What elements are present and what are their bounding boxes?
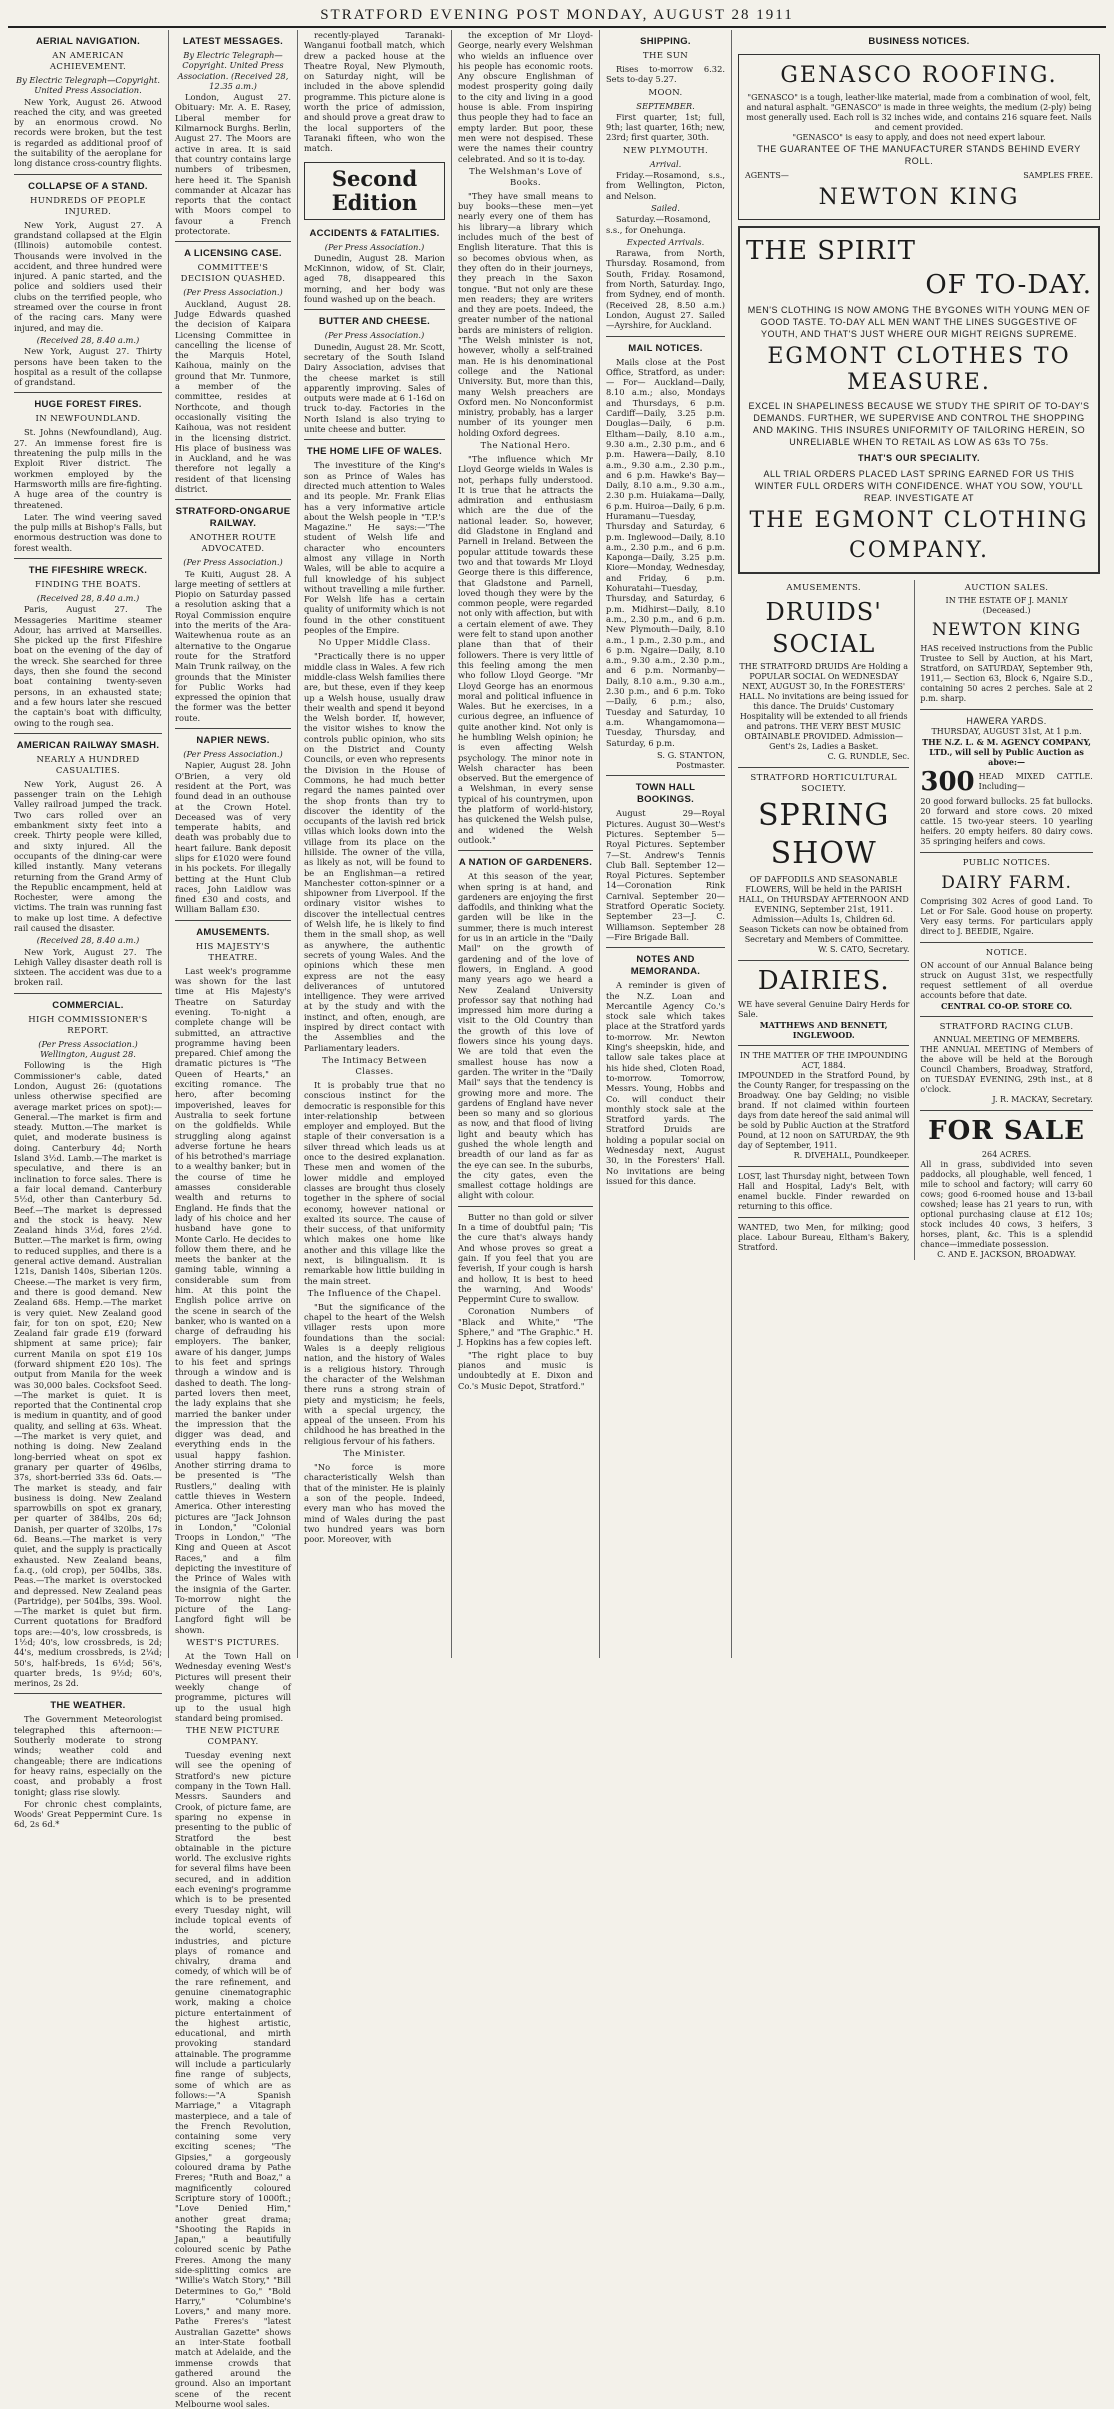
divider bbox=[920, 1016, 1092, 1017]
minister-subheading: The Minister. bbox=[343, 1449, 406, 1460]
column-5 bbox=[600, 30, 732, 1658]
column-2 bbox=[169, 30, 298, 2409]
column-6-ads bbox=[732, 30, 1106, 1658]
mail-heading: MAIL NOTICES. bbox=[628, 342, 703, 354]
aviation-subheading: AN AMERICAN ACHIEVEMENT. bbox=[49, 51, 127, 72]
stand-heading: COLLAPSE OF A STAND. bbox=[28, 180, 148, 192]
notice-heading: NOTICE. bbox=[985, 948, 1028, 958]
divider bbox=[175, 920, 291, 921]
divider bbox=[606, 947, 725, 948]
forest-heading: HUGE FOREST FIRES. bbox=[34, 399, 142, 411]
pound-heading: IN THE MATTER OF THE IMPOUNDING ACT, 1884. bbox=[739, 1051, 908, 1070]
gardeners-heading: A NATION OF GARDENERS. bbox=[458, 857, 593, 869]
moon-body: First quarter, 1st; full, 9th; last quarter, 16th; new, 23rd; first quarter, 30th. bbox=[606, 111, 725, 143]
napier-heading: NAPIER NEWS. bbox=[196, 735, 270, 747]
racing-body: THE ANNUAL MEETING of Members of the above will be held at the Borough Council Chambers, Broadway, Stratford, on TUESDAY EVENING, 29th inst., at 8 o'clock. bbox=[920, 1045, 1093, 1094]
cattle-row bbox=[920, 767, 1092, 797]
railway-time: (Received 28, 8.40 a.m.) bbox=[36, 935, 140, 946]
divider bbox=[458, 1206, 593, 1207]
hero-body: "The influence which Mr Lloyd George wields in Wales is not, perhaps fully understood. It is true that he attracts the admiration and enthusiasm which are the due of the national leader. So, however, did Gladstone in England and Parnell in Ireland. Between the popular attitude towards these two and that towards Mr Lloyd George there is this difference, that Gladstone and Parnell, loved though they were by the common people, were regarded not only with affection, but with a certain element of awe. They were felt to stand upon another plane than that of their followers. There is very little of this feeling among the men who follow Lloyd George. "Mr Lloyd George has an enormous moral and political influence in Wales. But he exercises, in a curious degree, an influence of quite another kind. Not only is he humbling Welsh opinion; he is even affecting Welsh psychology. The minor note in Welsh character has been observed. But the emergence of a Welshman, in every sense typical of his countrymen, upon the platform of world-history, has quickened the Welsh pulse, and widened the Welsh outlook." bbox=[458, 453, 593, 845]
commercial-body: Following is the High Commissioner's cable, dated London, August 26: (quotations unless otherwise specified are average market prices on spot):— General.—The market is firm and steady. Mutton.—The market is quiet, and moderate business is doing. Canterbury 4d; North Island 3½d. Lamb.—The market is speculative, and there is an inclination to force sales. There is a fair local demand. Canterbury 5½d, other than Canterbury 5d. Beef.—The market is depressed and the stock is heavy. New Zealand hinds 3½d, fores 2½d. Butter.—The market is firm, owing to reduced supplies, and there is a general active demand. Australian 121s, Danish 140s, Siberian 120s. Cheese.—The market is very firm, and there is good demand. New Zealand 68s. Hemp.—The market is very quiet. New Zealand good fair, for ton on spot, £20; New Zealand fair grade £19 (forward shipment at same price); fair current Manila on spot £19 10s (forward shipment £20 10s). The output from Manila for the week was 30,000 bales. Cocksfoot Seed.—The market is quiet. It is reported that the Continental crop is medium in quantity, and of good quality, and selling at 63s. Wheat.—The market is very quiet, and nothing is doing. New Zealand long-berried wheat on spot ex granary per quarter of 496lbs, 37s, short-berried 33s 6d. Oats.—The market is steady, and fair business is doing. New Zealand sparrowbills on spot ex granary, per quarter of 384lbs, 20s 6d; Danish, per quarter of 320lbs, 17s 6d. Beans.—The market is very quiet, and the supply is practically exhausted. New Zealand beans, f.a.q., (old crop), per 504lbs, 38s. Peas.—The market is overstocked and depressed. New Zealand peas (Partridge), per 504lbs, 39s. Wool.—The market is quiet but firm. Current quotations for Bradford tops are:—40's, low crossbreds, is 1½d; 40's, low crossbreds, is 2d; 44's, medium crossbreds, is 2¼d; 50's, half-breds, 1s 6½d; 56's, quarter breds, 1s 9½d; 60's, merinos, 2s 2d. bbox=[14, 1060, 162, 1689]
divider bbox=[14, 558, 162, 559]
fifeshire-subheading: FINDING THE BOATS. bbox=[35, 579, 141, 590]
notes-body: A reminder is given of the N.Z. Loan and Mercantile Agency Co.'s stock sale which takes place at the Stratford yards to-morrow. Mr. Newton King's sheepskin, hide, and tallow sale takes place at his hide shed, Cloten Road, to-morrow. Tomorrow, Messrs. Young, Hobbs and Co. will conduct their monthly stock sale at the Stratford yards. The Stratford Druids are holding a popular social on Wednesday next, August 30, in the Foresters' Hall. No invitations are being issued for this dance. bbox=[606, 980, 725, 1186]
divider bbox=[738, 960, 909, 961]
napier-credit: (Per Press Association.) bbox=[183, 749, 283, 760]
butter-body: Dunedin, August 28. Mr. Scott, secretary of the South Island Dairy Association, advises that the cheese market is still apparently improving. Sales of outputs were made at 6 1-16d on truck to-day. Factories in the North Island is also trying to unite cheese and butter. bbox=[304, 341, 445, 435]
show-body: OF DAFFODILS AND SEASONABLE FLOWERS, Will be held in the PARISH HALL, On THURSDAY AFTERNOON AND EVENING, September 21st, 1911. Admission—Adults 1s, Children 6d. Season Tickets can now be obtained from Secretary and Members of Committee. bbox=[738, 875, 909, 944]
expected-label: Expected Arrivals. bbox=[626, 236, 705, 247]
new-picture-subheading: THE NEW PICTURE COMPANY. bbox=[185, 1726, 281, 1748]
commercial-credit: (Per Press Association.) Wellington, August 28. bbox=[38, 1038, 138, 1060]
divider bbox=[14, 733, 162, 734]
business-heading: BUSINESS NOTICES. bbox=[868, 36, 970, 47]
licensing-heading: A LICENSING CASE. bbox=[184, 248, 282, 260]
books-subheading: The Welshman's Love of Books. bbox=[469, 166, 582, 188]
latest-heading: LATEST MESSAGES. bbox=[182, 36, 284, 47]
ongarue-subheading: ANOTHER ROUTE ADVOCATED. bbox=[189, 533, 277, 555]
notice-body: ON account of our Annual Balance being struck on August 31st, we respectfully request settlement of all overdue accounts before that date. bbox=[920, 961, 1093, 1000]
stand-body-2: New York, August 27. Thirty persons have been taken to the hospital as a result of the collapse of grandstand. bbox=[14, 346, 162, 388]
for-sale-title: FOR SALE bbox=[928, 1116, 1085, 1146]
show-title: SHOW bbox=[770, 836, 877, 871]
chapel-body: "But the significance of the chapel to the heart of the Welsh villager rests upon more foundations than the social: Wales is a deeply religious nation, and the history of Wales is a religious history. Through the character of the Welshman there runs a strong strain of piety and mysticism; he feels, with a special urgency, the appeal of the unseen. From his childhood he has breathed in the religious fervour of his fathers. bbox=[304, 1301, 445, 1446]
divider bbox=[304, 439, 445, 440]
estate-newton-king: NEWTON KING bbox=[931, 620, 1082, 640]
dairies-body: WE have several Genuine Dairy Herds for Sale. bbox=[738, 1000, 910, 1019]
pound-signature: R. DIVEHALL, Poundkeeper. bbox=[793, 1151, 910, 1160]
ongarue-heading: STRATFORD-ONGARUE RAILWAY. bbox=[175, 506, 291, 530]
coop-name: CENTRAL CO-OP. STORE CO. bbox=[941, 1001, 1073, 1011]
divider bbox=[738, 1217, 909, 1218]
show-signature: W. S. CATO, Secretary. bbox=[818, 945, 910, 954]
genasco-samples: SAMPLES FREE. bbox=[1023, 171, 1093, 180]
divider bbox=[14, 993, 162, 994]
divider bbox=[738, 767, 909, 768]
divider bbox=[920, 709, 1092, 710]
gardeners-body: At this season of the year, when spring is at hand, and gardeners are enjoying the first daffodils, and thinking what the garden will be like in the summer, there is much interest for us in an article in the "Daily Mail" on the growth of gardening and of the love of flowers, in England. A good many years ago we heard a New Zealand University professor say that nothing had impressed him more during a visit to the Old Country than the growth of this love of flowers since his young days. We are told that even the smallest house has now a garden. The writer in the "Daily Mail" says that the tendency is growing more and more. The gardens of England have never been so many and so glorious as now, and that flood of living light and beauty which has gushed the whole length and breadth of our land as far as the eye can see. In the suburbs, the city gates, even the smallest cottage holdings are alight with colour. bbox=[458, 871, 593, 1201]
second-edition-banner: Second Edition bbox=[304, 162, 445, 220]
pound-body: IMPOUNDED in the Stratford Pound, by the County Ranger, for trespassing on the Broadway. One bay Gelding; no visible brand. If not claimed within fourteen days from date hereof the said animal will be sold by Public Auction at the Stratford Pound, at 12 noon on SATURDAY, the 9th day of September, 1911. bbox=[738, 1071, 910, 1150]
wales-heading: THE HOME LIFE OF WALES. bbox=[306, 446, 443, 458]
divider bbox=[606, 775, 725, 776]
hawera-date: THURSDAY, AUGUST 31st, At 1 p.m. bbox=[931, 727, 1082, 736]
fifeshire-body: Paris, August 27. The Messageries Maritime steamer Adour, has arrived at Marseilles. She picked up the first Fifeshire boat on the evening of the day of the wreck. She searched for three days, then she found the second boat containing twenty-seven persons, in an exhausted state; and a few hours later she rescued the captain's boat with difficulty, owing to the rough sea. bbox=[14, 604, 162, 728]
for-sale-signature: C. AND E. JACKSON, BROADWAY. bbox=[937, 1250, 1077, 1259]
divider bbox=[920, 1110, 1092, 1111]
divider bbox=[14, 174, 162, 175]
horticultural-heading: STRATFORD HORTICULTURAL SOCIETY. bbox=[750, 773, 897, 794]
peppermint-verse: Butter no than gold or silver In a time of doubtful pain; 'Tis the cure that's always handy And whose proves so great a gain. If you feel that you are feverish, If your cough is harsh and hollow, It is best to heed the warning, And Woods' Peppermint Cure to swallow. bbox=[458, 1211, 593, 1305]
dairies-firm: MATTHEWS AND BENNETT, INGLEWOOD. bbox=[759, 1020, 888, 1040]
druids-title-1: DRUIDS' bbox=[765, 598, 882, 626]
sun-subheading: THE SUN bbox=[642, 51, 689, 61]
weather-body: The Government Meteorologist telegraphed this afternoon:—Southerly moderate to strong winds; weather cold and changeable; there are indications for heavy rains, especially on the coast, and probably a frost tonight; glass rise slowly. bbox=[14, 1714, 162, 1797]
spirit-title-1: THE SPIRIT bbox=[746, 236, 917, 266]
divider bbox=[738, 1166, 909, 1167]
forest-subheading: IN NEWFOUNDLAND. bbox=[35, 414, 141, 425]
town-hall-body: August 29—Royal Pictures. August 30—West's Pictures. September 5—Royal Pictures. September 7—St. Andrew's Tennis Club Ball. September 12—Royal Pictures. September 14—Coronation Rink Carnival. September 20—Stratford Operatic Society. September 23—J. C. Williamson. September 28—Fire Brigade Ball. bbox=[606, 808, 725, 942]
licensing-body: Auckland, August 28. Judge Edwards quashed the decision of Kaipara Licensing Committee in cancelling the license of the Marquis Hotel, Kaihoua, mainly on the ground that Mr. Tunmore, a member of the committee, resides at Northcote, and though occasionally visiting the Kaihoua, was not resident in the licensing district. His place of business was in Auckland, and he was therefore not legally a resident of that licensing district. bbox=[175, 298, 291, 494]
minister-body: "No force is more characteristically Welsh than that of the minister. He is plainly a son of the people. Indeed, every man who has moved the mind of Wales during the past two hundred years was born poor. Moreover, with bbox=[304, 1462, 445, 1545]
town-hall-heading: TOWN HALL BOOKINGS. bbox=[635, 782, 696, 806]
weather-ad: For chronic chest complaints, Woods' Great Peppermint Cure. 1s 6d, 2s 6d.* bbox=[14, 1798, 162, 1830]
middle-class-subheading: No Upper Middle Class. bbox=[318, 638, 431, 649]
wales-body: The investiture of the King's son as Prince of Wales has directed much attention to Wales and its people. Mr. Frank Elias has a very informative article about the Welsh people in "T.P.'s Magazine." He says:—"The student of Welsh life and character who encounters almost any village in North Wales, will be able to acquire a full knowledge of his subject without travelling a mile further. For Welsh life has a certain quality of uniformity which is not found in the other constituent peoples of the Empire. bbox=[304, 460, 445, 636]
cattle-heading: HEAD MIXED CATTLE. Including— bbox=[978, 772, 1093, 791]
moon-subheading: MOON. bbox=[648, 87, 683, 98]
divider bbox=[14, 392, 162, 393]
ads-right-half bbox=[915, 580, 1092, 1260]
moon-month: SEPTEMBER. bbox=[636, 100, 695, 111]
druids-signature: C. G. RUNDLE, Sec. bbox=[827, 752, 910, 761]
columns bbox=[8, 30, 1106, 2409]
ongarue-credit: (Per Press Association.) bbox=[183, 557, 283, 568]
genasco-guarantee: THE GUARANTEE OF THE MANUFACTURER STANDS BEHIND EVERY ROLL. bbox=[757, 144, 1081, 166]
theatre-body: Last week's programme was shown for the last time at His Majesty's Theatre on Saturday evening. To-night a complete change will be submitted, an attractive programme having been prepared. Chief among the dramatic pictures is "The Queen of Hearts," an exciting romance. The hero, after becoming impoverished, leaves for Australia to seek fortune on the goldfields. While struggling along against adverse fortune he hears of his betrothed's marriage to a wealthy banker; but in the course of time he amasses considerable wealth and returns to England. He finds that the lady of his choice and her husband have gone to Monte Carlo. He decides to follow them there, and he meets the banker at the gaming table, winning a considerable sum from him. At this point the English police arrive on the scene in search of the banker, who is wanted on a charge of defrauding his employers. The banker, aware of his danger, jumps to his feet and springs through a window and is dashed to death. The long-parted lovers then meet, the lady explains that she married the banker under the impression that the digger was dead, and everything ends in the usual happy fashion. Another stirring drama to be presented is "The Rustlers," dealing with cattle thieves in Western America. Other interesting pictures are "Jack Johnson in London," "Colonial Troops in London," "The King and Queen at Ascot Races," and a film depicting the investiture of the Prince of Wales with the insignia of the Garter. To-morrow night the picture of the Lang-Langford fight will be shown. bbox=[175, 965, 291, 1635]
nzl-heading: THE N.Z. L. & M. AGENCY COMPANY, LTD., will sell by Public Auction as above:— bbox=[922, 737, 1091, 767]
weather-heading: THE WEATHER. bbox=[50, 1700, 126, 1712]
ads-two-column bbox=[738, 580, 1100, 1260]
cattle-number: 300 bbox=[920, 767, 975, 797]
genasco-newton-king: NEWTON KING bbox=[818, 185, 1020, 210]
dairies-title: DAIRIES. bbox=[757, 966, 890, 996]
genasco-ad bbox=[738, 54, 1100, 220]
spirit-orders: ALL TRIAL ORDERS PLACED LAST SPRING EARNED FOR US THIS WINTER FULL ORDERS WITH CONFIDENCE. WHAT YOU SOW, YOU'LL REAP. INVESTIGATE AT bbox=[754, 469, 1084, 503]
theatre-subheading: HIS MAJESTY'S THEATRE. bbox=[195, 941, 271, 963]
ads-left-half bbox=[738, 580, 915, 1260]
sun-body: Rises to-morrow 6.32. Sets to-day 5.27. bbox=[606, 64, 725, 85]
druids-body: THE STRATFORD DRUIDS Are Holding a POPULAR SOCIAL On WEDNESDAY NEXT, AUGUST 30, In the FORESTERS' HALL. No invitations are being issued for this dance. The Druids' Customary Hospitality will be extended to all friends and patrons. THE VERY BEST MUSIC OBTAINABLE PROVIDED. Admission—Gent's 2s, Ladies a Basket. bbox=[739, 662, 909, 751]
classes-body: It is probably true that no conscious instinct for the democratic is responsible for this inter-relationship between employer and employed. But the staple of their conversation is a silver thread which leads us at once to the desired explanation. These men and women of the lower middle and employed classes are brought thus closely together in the sphere of social economy, however national or exalted its source. The cause of their success, of that uniformity which makes one home like another and this village like the next, is bilingualism. It is remarkable how little building in the main street. bbox=[304, 1079, 445, 1286]
fifeshire-heading: THE FIFESHIRE WRECK. bbox=[28, 564, 148, 576]
butter-credit: (Per Press Association.) bbox=[324, 330, 425, 341]
arrival-body: Friday.—Rosamond, s.s., from Wellington, Picton, and Nelson. bbox=[606, 170, 725, 201]
amusements-heading: AMUSEMENTS. bbox=[196, 926, 270, 938]
mail-signature: S. G. STANTON, Postmaster. bbox=[657, 749, 725, 771]
arrival-label: Arrival. bbox=[649, 158, 682, 169]
genasco-body-2: "GENASCO" is easy to apply, and does not need expert labour. bbox=[792, 133, 1046, 142]
divider bbox=[920, 942, 1092, 943]
divider bbox=[606, 336, 725, 337]
divider bbox=[458, 850, 593, 851]
new-plymouth-subheading: NEW PLYMOUTH. bbox=[622, 145, 709, 156]
cattle-list: 20 good forward bullocks. 25 fat bullocks. 20 forward and store cows. 20 mixed cattle. 15 two-year steers. 10 yearling heifers. 20 empty heifers. 80 dairy cows. 35 springing heifers and cows. bbox=[920, 797, 1093, 846]
commercial-heading: COMMERCIAL. bbox=[52, 999, 124, 1011]
spring-title: SPRING bbox=[757, 798, 890, 833]
genasco-agents-label: AGENTS— bbox=[745, 171, 789, 180]
hero-subheading: The National Hero. bbox=[480, 440, 571, 451]
hawera-heading: HAWERA YARDS. bbox=[966, 716, 1047, 726]
accidents-credit: (Per Press Association.) bbox=[324, 241, 425, 252]
forest-body: St. Johns (Newfoundland), Aug. 27. An immense forest fire is threatening the pulp mills in the Exploit River district. The workmen employed by the Harmsworth mills are fire-fighting. A huge area of the country is threatened. bbox=[14, 427, 162, 510]
public-notices-heading: PUBLIC NOTICES. bbox=[962, 858, 1051, 868]
racing-heading: STRATFORD RACING CLUB. bbox=[939, 1022, 1074, 1032]
expected-body: Rarawa, from North, Thursday. Rosamond, from South, Friday. Rosamond, from North, Saturday. Ingo, from Sydney, end of month. (Received 28, 8.50 a.m.) London, August 27. Sailed—Ayrshire, for Auckland. bbox=[606, 248, 725, 331]
shipping-heading: SHIPPING. bbox=[640, 36, 691, 47]
stand-subheading: HUNDREDS OF PEOPLE INJURED. bbox=[29, 195, 146, 217]
farm-title: DAIRY FARM. bbox=[941, 873, 1072, 893]
divider bbox=[14, 1693, 162, 1694]
new-picture-body: Tuesday evening next will see the opening of Stratford's new picture company in the Town Hall. Messrs. Saunders and Crook, of picture fame, are sparing no expense in presenting to the public of Stratford the best obtainable in the picture world. The exclusive rights for several films have been secured, and in addition each evening's programme which is to be presented every Tuesday night, will include topical events of the world, scenery, industries, and picture plays of romance and chivalry, drama and comedy, of which will be of the rare refinement, and genuine cinematographic work, making a choice picture entertainment of the highest artistic, educational, and mirth provoking standard attainable. The programme will include a particularly fine range of subjects, some of which are as follows:—"A Spanish Marriage," a Vitagraph masterpiece, and a tale of the French Revolution, containing some very exciting scenes; "The Gipsies," a gorgeously coloured drama by Pathe Freres; "Ruth and Boaz," a magnificently coloured Scripture story of 1000ft.; "Love Denied Him," another great drama; "Shooting the Rapids in Japan," a beautifully coloured scenic by Pathe Freres. Among the many side-splitting comics are "Willie's Watch Story," "Bill Determines to Go," "Bold Harry," "Columbine's Lovers," and many more. Pathe Freres's "latest Australian Gazette" shows an inter-State football match at Adelaide, and the immense crowds that gathered around the ground. Also an important scene of the recent Melbourne wool sales. bbox=[175, 1750, 291, 2409]
chapel-subheading: The Influence of the Chapel. bbox=[307, 1288, 442, 1299]
fifeshire-time: (Received 28, 8.40 a.m.) bbox=[36, 592, 140, 603]
classes-subheading: The Intimacy Between Classes. bbox=[322, 1055, 427, 1077]
notes-heading: NOTES AND MEMORANDA. bbox=[630, 954, 701, 978]
divider bbox=[175, 499, 291, 500]
licensing-subheading: COMMITTEE'S DECISION QUASHED. bbox=[180, 263, 286, 285]
mail-body: Mails close at the Post Office, Stratford, as under:— For— Auckland—Daily, 8.10 a.m.; also, Mondays and Thursdays, 6 p.m. Cardiff—Daily, 3.25 p.m. Douglas—Daily, 6 p.m. Eltham—Daily, 8.10 a.m., 9.30 a.m., 2.30 p.m., and 6 p.m. Hawera—Daily, 8.10 a.m., 9.30 a.m., 2.30 p.m., and 6 p.m. Hawke's Bay—Daily, 8.10 a.m., 9.30 a.m., 2.30 p.m. Huiakama—Daily, 6 p.m. Huiroa—Daily, 6 p.m. Huramanu—Tuesday, Thursday and Saturday, 6 p.m. Inglewood—Daily, 8.10 a.m., 2.30 p.m., and 6 p.m. Kaponga—Daily, 3.25 p.m. Kiore—Monday, Wednesday, and Friday, 6 p.m. Kohuratahi—Tuesday, Thursday, and Saturday, 6 p.m. Midhirst—Daily, 8.10 a.m., 2.30 p.m., and 6 p.m. New Plymouth—Daily, 8.10 a.m., 1 p.m., 2.30 p.m., and 6 p.m. Ngaire—Daily, 8.10 a.m., 9.30 a.m., 2.30 p.m., and 6 p.m. Normanby—Daily, 8.10 a.m., 9.30 a.m., 2.30 p.m., and 6 p.m. Toko—Daily, 6 p.m.; also, Tuesday and Saturday, 10 a.m. Whangamomona—Tuesday, Thursday, and Saturday, 6 p.m. bbox=[606, 356, 725, 748]
aviation-heading: AERIAL NAVIGATION. bbox=[35, 36, 141, 47]
railway-heading: AMERICAN RAILWAY SMASH. bbox=[16, 739, 160, 751]
druids-title-2: SOCIAL bbox=[772, 630, 876, 658]
coronation-ad: Coronation Numbers of "Black and White," "The Sphere," and "The Graphic." H. J. Hopkins has a few copies left. bbox=[458, 1306, 593, 1348]
estate-body: HAS received instructions from the Public Trustee to Sell by Auction, at his Mart, Stratford, on SATURDAY, September 9th, 1911,— Section 63, Block 6, Ngaire S.D., containing 50 acres 2 perches. Sale at 2 p.m. sharp. bbox=[920, 644, 1093, 703]
spirit-speciality: THAT'S OUR SPECIALITY. bbox=[858, 453, 980, 463]
amusements-ad-heading: AMUSEMENTS. bbox=[786, 583, 862, 593]
column-1 bbox=[8, 30, 169, 1830]
lost-notice: LOST, last Thursday night, between Town Hall and Hospital, Lady's Belt, with enamel buckle. Finder rewarded on returning to this office. bbox=[738, 1172, 910, 1211]
spirit-egmont-title: EGMONT CLOTHES TO MEASURE. bbox=[767, 344, 1071, 395]
spirit-body: MEN'S CLOTHING IS NOW AMONG THE BYGONES WITH YOUNG MEN OF GOOD TASTE. TO-DAY ALL MEN WANT THE LINES SUGGESTIVE OF YOUTH, AND THAT'S JUST WHERE OUR MIGHT REIGNS SUPREME. bbox=[747, 305, 1091, 339]
wanted-notice: WANTED, two Men, for milking; good place. Labour Bureau, Eltham's Bakery, Stratford. bbox=[738, 1223, 910, 1252]
estate-heading: IN THE ESTATE OF J. MANLY (Deceased.) bbox=[945, 596, 1068, 615]
butter-heading: BUTTER AND CHEESE. bbox=[318, 316, 431, 328]
spirit-company-1: THE EGMONT CLOTHING bbox=[749, 508, 1089, 533]
west-subheading: WEST'S PICTURES. bbox=[186, 1638, 280, 1649]
for-sale-body: All in grass, subdivided into seven paddocks, all ploughable, well fenced, 1 mile to school and factory; will carry 60 cows; good 6-roomed house and 13-bail cowshed; lease has 21 years to run, with optional purchasing clause at £12 10s; stock includes 40 cows, 3 heifers, 3 horses, plant, &c. This is a splendid chance—immediate possession. bbox=[920, 1160, 1093, 1249]
railway-subheading: NEARLY A HUNDRED CASUALTIES. bbox=[36, 754, 140, 776]
railway-body-2: New York, August 27. The Lehigh Valley disaster death roll is sixteen. The accident was due to a broken rail. bbox=[14, 946, 162, 988]
commercial-subheading: HIGH COMMISSIONER'S REPORT. bbox=[28, 1014, 148, 1036]
sailed-label: Sailed. bbox=[651, 202, 680, 213]
divider bbox=[738, 1045, 909, 1046]
divider bbox=[175, 241, 291, 242]
racing-subheading: ANNUAL MEETING OF MEMBERS. bbox=[933, 1035, 1080, 1044]
sailed-body: Saturday.—Rosamond, s.s., for Onehunga. bbox=[606, 214, 711, 235]
col4-top-body: the exception of Mr Lloyd-George, nearly every Welshman who wields an influence over his people has economic roots. Any obscure Englishman of modest prosperity going daily to the city and living in a good house is able. From inspiring thus people they had to face an empty larder. But poor, these men were not despised. These were the names their country celebrated. And so it is to-day. bbox=[458, 30, 593, 164]
accidents-heading: ACCIDENTS & FATALITIES. bbox=[309, 227, 440, 239]
genasco-body: "GENASCO" is a tough, leather-like material, made from a combination of wool, felt, and natural asphalt. "GENASCO" is made in three weights, the medium (2-ply) being most generally used. Each roll is 32 inches wide, and contains 216 square feet. Nails and cement provided. bbox=[746, 93, 1092, 132]
column-4 bbox=[452, 30, 600, 1658]
spirit-excel: EXCEL IN SHAPELINESS BECAUSE WE STUDY THE SPIRIT OF TO-DAY'S DEMANDS. FURTHER, WE SUPERVISE AND CONTROL THE SHOPPING AND MAKING. THIS INSURES UNIFORMITY OF TAILORING HEREIN, SO UNRELIABLE WHEN TO RETAIL AS LOW AS 63s TO 75s. bbox=[748, 401, 1090, 447]
stand-time: (Received 28, 8.40 a.m.) bbox=[36, 334, 140, 345]
aviation-body: New York, August 26. Atwood reached the city, and was greeted by an enormous crowd. No records were broken, but the test is regarded as additional proof of the suitability of the aeroplane for long distance cross-country flights. bbox=[14, 96, 162, 169]
ongarue-body: Te Kuiti, August 28. A large meeting of settlers at Piopio on Saturday passed a resolution asking that a Royal Commission enquire into the merits of the Ara-Waitewhenua route as an alternative to the Ongarue route for the Stratford Main Trunk railway, on the grounds that the Minister for Public Works had expressed the opinion that the former was the better route. bbox=[175, 568, 291, 723]
licensing-credit: (Per Press Association.) bbox=[183, 287, 283, 298]
napier-body: Napier, August 28. John O'Brien, a very old resident at the Port, was found dead in an outhouse at the Crown Hotel. Deceased was of very temperate habits, and death was probably due to heart failure. Bank deposit slips for £1020 were found in his pockets. For illegally betting at the Hunt Club races, John Laidlow was fined £30 and costs, and William Ballam £30. bbox=[175, 760, 291, 915]
genasco-title: GENASCO ROOFING. bbox=[780, 63, 1058, 88]
latest-credit: By Electric Telegraph—Copyright. United Press Association. (Received 28, 12.35 a.m.) bbox=[177, 50, 289, 91]
accidents-body: Dunedin, August 28. Marion McKinnon, widow, of St. Clair, aged 78, disappeared this morning, and her body was found washed up on the beach. bbox=[304, 252, 445, 305]
masthead: STRATFORD EVENING POST MONDAY, AUGUST 28 1911 bbox=[8, 4, 1106, 28]
books-body: "They have small means to buy books—these men—yet nearly every one of them has his library—a library which includes much of the best of English literature. That this is so becomes obvious when, as they often do in their journeys, they preach in the Saxon tongue. "But not only are these men readers; they are writers and they are poets. Indeed, the greater number of the national bards are ministers of religion. "The Welsh minister is not, however, wholly a self-trained man. He is his denominational college and the National University. But, more than this, many Welsh preachers are Oxford men. No Nonconformist ministry, probably, has a larger number of its younger men holding Oxford degrees. bbox=[458, 190, 593, 438]
spirit-of-today-ad bbox=[738, 226, 1100, 574]
racing-signature: J. R. MACKAY, Secretary. bbox=[992, 1095, 1093, 1104]
forest-later: Later. The wind veering saved the pulp mills at Bishop's Falls, but enormous destruction was done to forest wealth. bbox=[14, 511, 162, 553]
col3-top-body: recently-played Taranaki-Wanganui football match, which drew a packed house at the Theatre Royal, New Plymouth, on Saturday night, will be included in the above splendid programme. This picture alone is worth the price of admission, and should prove a great draw to the local supporters of the Taranaki fifteen, who won the match. bbox=[304, 30, 445, 154]
west-body: At the Town Hall on Wednesday evening West's Pictures will present their weekly change of programme, pictures will up to the usual high standard being promised. bbox=[175, 1651, 291, 1723]
railway-body: New York, August 26. A passenger train on the Lehigh Valley railroad jumped the track. Two cars rolled over an embankment sixty feet into a creek. Thirty people were killed, and sixty injured. All the occupants of the dining-car were killed instantly. Many veterans returning from the Grand Army of the Republic encampment, held at Rochester, were among the victims. The train was running fast to make up lost time. A defective rail caused the disaster. bbox=[14, 778, 162, 933]
auction-heading: AUCTION SALES. bbox=[964, 583, 1049, 593]
stand-body: New York, August 27. A grandstand collapsed at the Elgin (Illinois) automobile contest. Thousands were involved in the accident, and three hundred were injured. A panic started, and the police and soldiers used their clubs on the terrified people, who streamed over the course in front of the racing cars. Many were injured, and may die. bbox=[14, 219, 162, 333]
latest-body: London, August 27. Obituary: Mr. A. E. Rasey, Liberal member for Kilmarnock Burghs. Berlin, August 27. The Moors are active in area. It is said that country contains large numbers of tribesmen, here heed it. The Spanish commander at Alcazar has reports that the contact with Moors compel to favour a French protectorate. bbox=[175, 92, 291, 237]
for-sale-acres: 264 ACRES. bbox=[981, 1150, 1032, 1159]
divider bbox=[920, 852, 1092, 853]
divider bbox=[175, 728, 291, 729]
piano-ad: "The right place to buy pianos and music is undoubtedly at E. Dixon and Co.'s Music Depot, Stratford." bbox=[458, 1349, 593, 1391]
divider bbox=[304, 309, 445, 310]
spirit-company-2: COMPANY. bbox=[849, 538, 989, 563]
column-3 bbox=[298, 30, 452, 1658]
farm-body: Comprising 302 Acres of good Land. To Let or For Sale. Good house on property. Very easy terms. For particulars apply direct to J. BEEDIE, Ngaire. bbox=[920, 897, 1093, 936]
aviation-credit: By Electric Telegraph—Copyright. United Press Association. bbox=[15, 75, 161, 96]
spirit-title-2: OF TO-DAY. bbox=[925, 270, 1092, 300]
middle-class-body: "Practically there is no upper middle class in Wales. A few rich middle-class Welsh families there are, but these, even if they keep up a Welsh house, usually draw their wealth and spend it beyond the Welsh border. If, however, the visitor wishes to know the controls public opinion, who sits on the District and County Councils, or even who represents the Division in the House of Commons, he had much better regard the names painted over the shop fronts than try to discover the identity of the occupants of the lavish red brick villas which looks down into the village from its place on the hillside. The owner of the villa, as likely as not, will be found to be an Englishman—a retired Manchester cotton-spinner or a shipowner from Liverpool. If the ordinary visitor wishes to discover the intellectual centres of Welsh life, he is likely to find them in the small shop, as well as anywhere, the authentic secrets of young Wales. And the opinions which these men express are not the easy deliverances of untutored intelligence. They were arrived at by the study and with the instinct, and often, enough, are inspired by direct contact with the Assemblies and the Parliamentary leaders. bbox=[304, 651, 445, 1053]
genasco-agents-row bbox=[745, 171, 1093, 181]
